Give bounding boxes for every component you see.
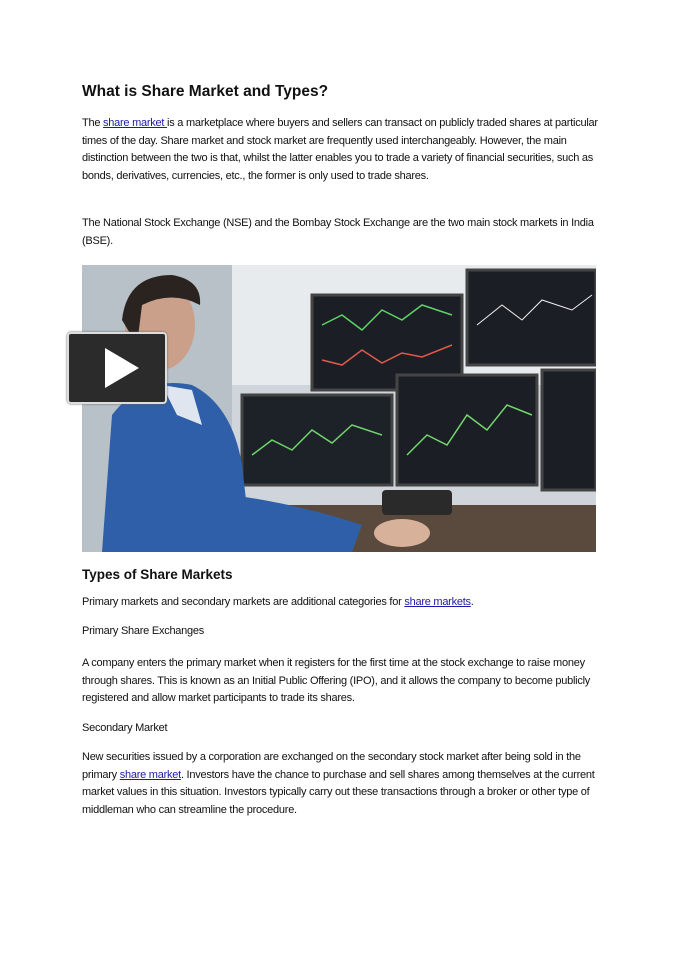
share-market-link-2[interactable]: share market: [119, 768, 181, 781]
types-paragraph: [82, 594, 598, 612]
page-title: What is Share Market and Types?: [82, 83, 329, 100]
text: is a marketplace where buyers and sellers can transact on publicly traded shares at particular times of the day. Share market and stock market are frequently used interchangeably. However, the main distinction between the two is that, whilst the latter enables you to trade a variety of financial securities, such as bonds, derivatives, currencies, etc., the former is only used to trade shares.: [82, 117, 598, 182]
share-market-link[interactable]: share market: [103, 117, 168, 129]
secondary-heading: Secondary Market: [82, 722, 168, 734]
share-markets-link[interactable]: share markets: [404, 596, 471, 608]
exchanges-paragraph: The National Stock Exchange (NSE) and the Bombay Stock Exchange are the two main stock markets in India (BSE).: [82, 217, 594, 247]
text: Primary markets and secondary markets are additional categories for: [82, 596, 405, 608]
text: The: [82, 117, 104, 129]
intro-paragraph: [82, 115, 598, 185]
play-icon: [69, 334, 165, 402]
section-heading: Types of Share Markets: [82, 567, 233, 582]
text: New securities issued by a corporation are exchanged on the secondary stock market after being sold in the primary: [82, 751, 581, 781]
secondary-paragraph: [82, 749, 598, 819]
play-video-button[interactable]: [67, 332, 167, 404]
primary-paragraph: A company enters the primary market when it registers for the first time at the stock exchange to raise money through shares. This is known as an Initial Public Offering (IPO), and it allows the company to become publicly registered and allow market participants to trade its shares.: [82, 657, 591, 704]
trader-illustration: [82, 265, 596, 552]
text: . Investors have the chance to purchase and sell shares among themselves at the current market values in this situation. Investors typically carry out these transactions through a broker or other type of middleman who can streamline the procedure.: [82, 768, 595, 816]
trader-image: [82, 265, 596, 552]
primary-heading: Primary Share Exchanges: [82, 625, 205, 637]
text: .: [470, 596, 474, 608]
